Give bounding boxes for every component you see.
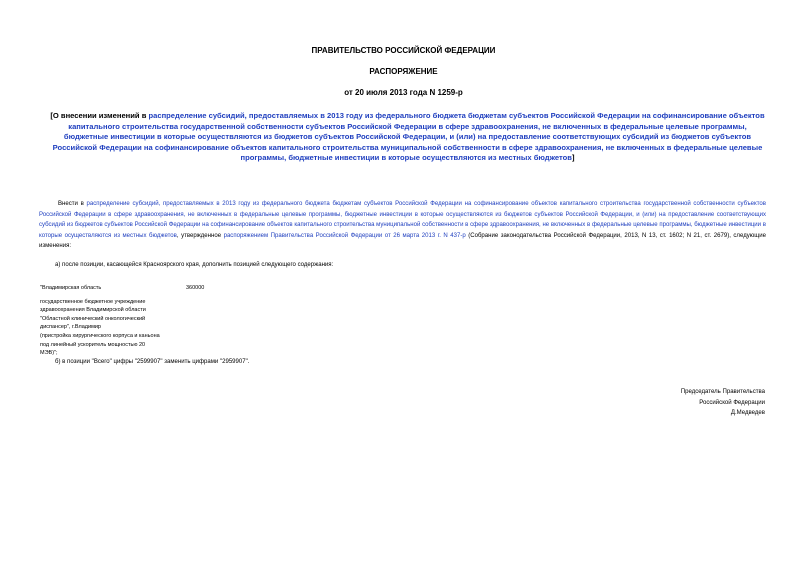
table-institution-line: "Областной клинический онкологический: [40, 315, 146, 322]
item-b: б) в позиции "Всего" цифры "2599907" заменить цифрами "2959907".: [55, 359, 250, 365]
table-institution-line: здравоохранения Владимирской области: [40, 307, 146, 314]
government-heading: ПРАВИТЕЛЬСТВО РОССИЙСКОЙ ФЕДЕРАЦИИ: [311, 46, 496, 55]
signature-position-line1: Председатель Правительства: [680, 389, 765, 395]
body-distribution-link[interactable]: распределение субсидий, предоставляемых в 2013 году из федерального бюджета бюджетам субъектов Российской Федерации на софинансирование объектов капитального строительства государственной собственности субъектов Российской Федерации в сфере здравоохранения, не включенных в федеральные целевые программы, бюджетные инвестиции в которые осуществляются из бюджетов субъектов Российской Федерации, и (или) на предоставление соответствующих субсидий из бюджетов субъектов Российской Федерации на софинансирование объектов капитального строительства муниципальной собственности в сфере здравоохранения, не включенных в федеральные целевые программы, бюджетные инвестиции в которые осуществляются из местных бюджетов: [39, 201, 766, 239]
table-institution-line: МЭВ)";: [40, 350, 58, 357]
signature-name: Д.Медведев: [730, 410, 765, 417]
table-institution-line: государственное бюджетное учреждение: [40, 298, 146, 305]
table-institution-line: под линейный ускоритель мощностью 20: [40, 341, 146, 348]
table-region: "Владимирская область: [40, 285, 102, 291]
body-intro: Внести в: [58, 201, 87, 207]
document-type-heading: РАСПОРЯЖЕНИЕ: [369, 67, 438, 76]
body-tail: (Собрание законодательства Российской Федерации, 2013, N 13, ст. 1602; N 21, ст. 2679), следующие изменения:: [39, 232, 766, 250]
title-distribution-link[interactable]: распределение субсидий, предоставляемых в 2013 году из федерального бюджета бюджетам субъектов Российской Федерации на софинансирование объектов капитального строительства государственной собственности субъектов Российской Федерации в сфере здравоохранения, не включенных в федеральные целевые программы, бюджетные инвестиции в которые осуществляются из бюджетов субъектов Российской Федерации, и (или) на предоставление соответствующих субсидий из бюджетов субъектов Российской Федерации на софинансирование объектов капитального строительства муниципальной собственности в сфере здравоохранения, не включенных в федеральные целевые программы, бюджетные инвестиции в которые осуществляются из местных бюджетов: [52, 111, 765, 162]
table-institution-line: (пристройка хирургического корпуса и каньона: [40, 332, 160, 339]
signature-block: [681, 387, 765, 419]
document-date-number: от 20 июля 2013 года N 1259-р: [344, 88, 463, 97]
title-suffix: ]: [571, 153, 575, 162]
table-row-object: [40, 284, 180, 358]
title-prefix: [О внесении изменений в: [50, 111, 149, 120]
document-title: [50, 111, 765, 164]
body-order-link[interactable]: распоряжением Правительства Российской Федерации от 26 марта 2013 г. N 437-р: [223, 232, 466, 239]
body-paragraph: [39, 199, 766, 252]
signature-position-line2: Российской Федерации: [699, 399, 765, 406]
item-a: а) после позиции, касающейся Красноярского края, дополнить позицией следующего содержания:: [55, 262, 334, 268]
table-institution-line: диспансер", г.Владимир: [40, 324, 101, 331]
body-middle: , утвержденное: [176, 232, 224, 239]
table-amount: 360000: [186, 285, 205, 291]
